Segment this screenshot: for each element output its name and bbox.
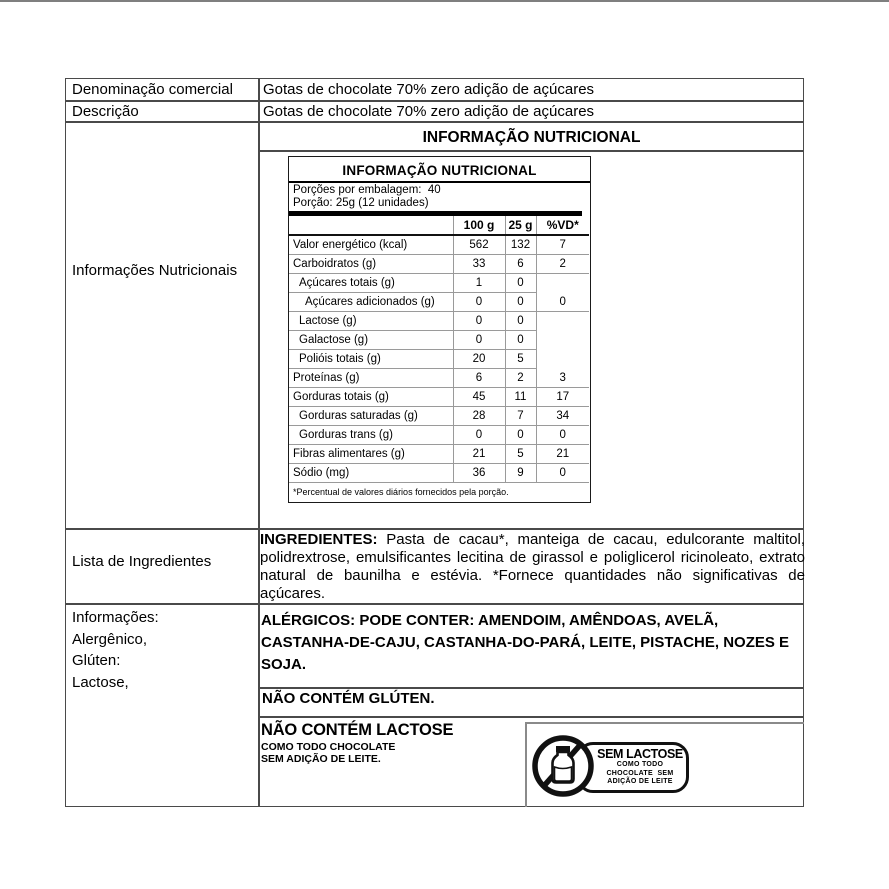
lactose-free-sub2: SEM ADIÇÃO DE LEITE. (261, 753, 381, 765)
denomination-label: Denominação comercial (72, 81, 233, 98)
nutrient-col-header (289, 216, 453, 235)
value-100g: 6 (453, 369, 505, 388)
value-vd: 7 (536, 235, 589, 255)
nutrition-footnote: *Percentual de valores diários fornecidos pela porção. (293, 487, 509, 497)
table-row (289, 426, 589, 445)
servings-per-package: Porções por embalagem: 40 (293, 184, 441, 196)
ingredients-text (260, 531, 805, 603)
table-row (289, 464, 589, 483)
value-100g: 0 (453, 426, 505, 445)
value-vd: 0 (536, 426, 589, 445)
allergen-label-line: Informações: (72, 609, 159, 626)
allergen-row-label (72, 607, 159, 693)
value-vd: 17 (536, 388, 589, 407)
badge-title: SEM LACTOSE (597, 747, 683, 762)
nutrition-facts-box (288, 156, 591, 503)
description-value: Gotas de chocolate 70% zero adição de açúcares (263, 103, 595, 120)
table-row (289, 312, 589, 331)
value-vd (536, 274, 589, 293)
nutrient-name: Gorduras totais (g) (289, 388, 453, 407)
allergen-label-line: Lactose, (72, 673, 129, 691)
table-row (289, 350, 589, 369)
table-row (289, 293, 589, 312)
col-header-100g: 100 g (453, 216, 505, 235)
value-100g: 45 (453, 388, 505, 407)
table-row (289, 407, 589, 426)
allergics-warning-text: ALÉRGICOS: PODE CONTER: AMENDOIM, AMÊNDOAS, AVELÃ, CASTANHA-DE-CAJU, CASTANHA-DO-PARÁ, LEITE, PISTACHE, NOZES E SOJA. (261, 612, 790, 673)
column-divider (258, 78, 260, 807)
value-vd: 34 (536, 407, 589, 426)
table-row (289, 331, 589, 350)
value-25g: 0 (505, 312, 536, 331)
col-header-vd: %VD* (536, 216, 589, 235)
value-100g: 0 (453, 331, 505, 350)
value-vd (536, 312, 589, 331)
badge-line: COMO TODO (616, 761, 664, 769)
nutrient-name: Proteínas (g) (289, 369, 453, 388)
value-vd: 2 (536, 255, 589, 274)
value-25g: 2 (505, 369, 536, 388)
nutrient-name: Carboidratos (g) (289, 255, 453, 274)
row-divider (65, 528, 804, 530)
row-divider (65, 121, 804, 123)
value-25g: 0 (505, 274, 536, 293)
value-100g: 0 (453, 312, 505, 331)
value-100g: 36 (453, 464, 505, 483)
nutrient-name: Açúcares adicionados (g) (289, 293, 453, 312)
table-row (289, 235, 589, 255)
row-divider (65, 100, 804, 102)
nutrition-section-header: INFORMAÇÃO NUTRICIONAL (422, 129, 641, 146)
value-100g: 20 (453, 350, 505, 369)
nutrient-name: Fibras alimentares (g) (289, 445, 453, 464)
badge-line: ADIÇÃO DE LEITE (607, 778, 673, 786)
table-row (289, 388, 589, 407)
nutrient-name: Lactose (g) (289, 312, 453, 331)
nutrient-name: Gorduras saturadas (g) (289, 407, 453, 426)
gluten-free-text: NÃO CONTÉM GLÚTEN. (262, 690, 435, 707)
table-row (289, 274, 589, 293)
nutrition-box-title: INFORMAÇÃO NUTRICIONAL (289, 157, 590, 183)
gluten-row-bottom-divider (258, 716, 804, 718)
section-header-underline (258, 150, 804, 152)
badge-cell-left-border (525, 722, 527, 807)
page-break-line (0, 0, 889, 2)
lactose-free-title: NÃO CONTÉM LACTOSE (261, 721, 454, 739)
table-row (289, 369, 589, 388)
allergen-label-line: Alergênico, (72, 630, 148, 648)
badge-cell-top-border (525, 722, 804, 724)
value-vd: 3 (536, 369, 589, 388)
ingredients-prefix: INGREDIENTES: (260, 531, 387, 548)
value-100g: 1 (453, 274, 505, 293)
value-25g: 5 (505, 350, 536, 369)
nutrition-header-row (289, 216, 589, 235)
value-25g: 0 (505, 331, 536, 350)
table-row (289, 445, 589, 464)
description-label: Descrição (72, 103, 139, 120)
gluten-row-top-divider (258, 687, 804, 689)
denomination-value: Gotas de chocolate 70% zero adição de açúcares (263, 81, 595, 98)
value-vd: 0 (536, 464, 589, 483)
value-25g: 7 (505, 407, 536, 426)
value-100g: 562 (453, 235, 505, 255)
value-vd: 21 (536, 445, 589, 464)
allergen-label-line: Glúten: (72, 652, 121, 669)
value-25g: 5 (505, 445, 536, 464)
row-divider (65, 603, 804, 605)
lactose-free-sub1: COMO TODO CHOCOLATE (261, 741, 396, 753)
value-vd (536, 331, 589, 350)
value-25g: 132 (505, 235, 536, 255)
nutrient-name: Sódio (mg) (289, 464, 453, 483)
ingredients-body: Pasta de cacau*, manteiga de cacau, edulcorante maltitol, polidrextrose, emulsificantes lecitina de girassol e poliglicerol ricinoleato, extrato natural de baunilha e estévia. *Fornece quantidades não significativas de açúcares. (260, 531, 805, 602)
nutrition-row-label: Informações Nutricionais (72, 262, 238, 279)
value-vd (536, 350, 589, 369)
value-25g: 6 (505, 255, 536, 274)
value-100g: 21 (453, 445, 505, 464)
value-vd: 0 (536, 293, 589, 312)
no-milk-bottle-icon (531, 734, 595, 798)
nutrient-name: Polióis totais (g) (289, 350, 453, 369)
value-25g: 11 (505, 388, 536, 407)
col-header-25g: 25 g (505, 216, 536, 235)
ingredients-row-label: Lista de Ingredientes (72, 553, 212, 570)
value-25g: 0 (505, 293, 536, 312)
nutrient-name: Açúcares totais (g) (289, 274, 453, 293)
value-100g: 28 (453, 407, 505, 426)
value-100g: 0 (453, 293, 505, 312)
table-row (289, 255, 589, 274)
nutrient-name: Galactose (g) (289, 331, 453, 350)
value-25g: 0 (505, 426, 536, 445)
nutrition-table (289, 216, 589, 483)
nutrient-name: Valor energético (kcal) (289, 235, 453, 255)
portion-size: Porção: 25g (12 unidades) (293, 197, 429, 209)
value-100g: 33 (453, 255, 505, 274)
nutrient-name: Gorduras trans (g) (289, 426, 453, 445)
badge-line: CHOCOLATE SEM (606, 769, 674, 777)
value-25g: 9 (505, 464, 536, 483)
